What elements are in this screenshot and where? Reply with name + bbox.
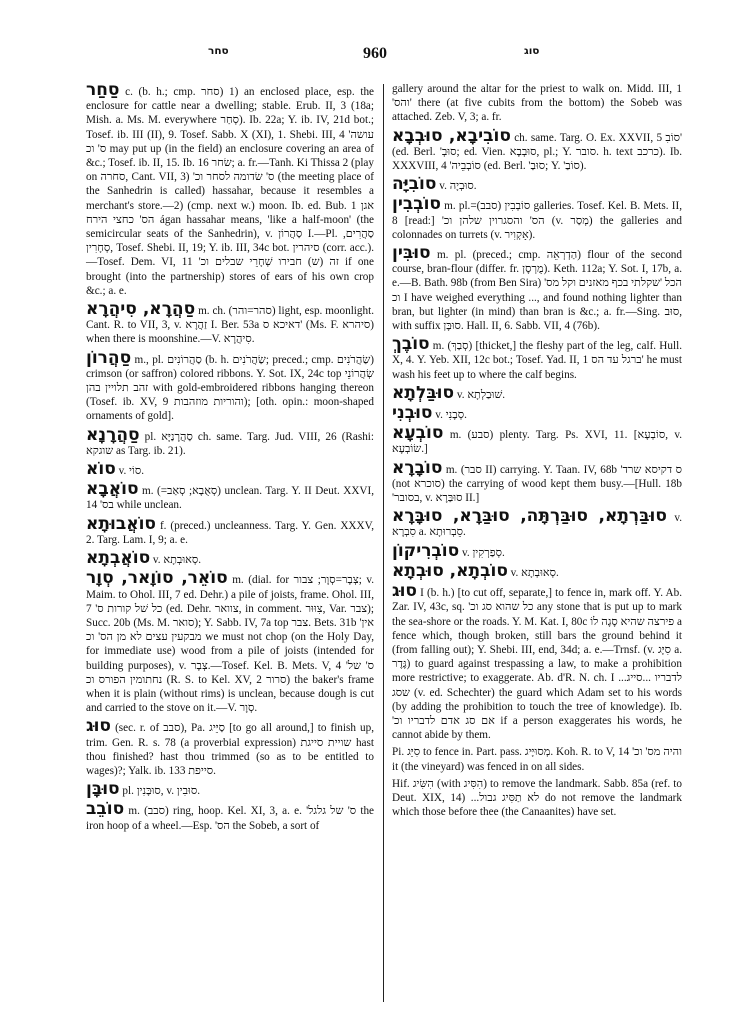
entry-headword: סוֹבִיבָא, סוּבְבָא [392,125,511,146]
page-header [0,45,750,69]
entry-text: m. (סבר II) carrying. Y. Taan. IV, 68b 'ס דקיסא שרד (not סוכרא) the carrying of wood kept them busy.—[Hull. 18b 'בסובר, v. סוּבַּרָא II.] [392,463,683,505]
entry-text: v. סוֹי. [118,465,145,478]
page-number: 960 [363,45,387,62]
entry-text: m. ch. (סהר=והר) light, esp. moonlight. Cant. R. to VII, 3, v. זַהֲרָא I. Ber. 53a דאיכא ס' (Ms. F. סיהרא) when there is moonshine.—V. סִיהֲרָא. [86,305,375,346]
entry-headword: סוּבָּן [86,779,120,800]
dictionary-entry [392,745,682,773]
entry-headword: סוֹאֲבְתָא [86,548,151,569]
entry-text: m. (dial. for צְבָר=סְוָר; צבור; v. Maim. to Ohol. III, 7 ed. Dehr.) a pile of joists, frame. Ohol. III, 7 'כל שׁל קורות ס (ed. Dehr. צוואר, in comment. צִוּוּר, Var. צבר); Succ. 20b (Ms. M. סואר); Y. Sabb. IV, 7a top צבר. Bets. 31b 'אין מבקעין עצים לא מן הס' וכ we must not chop (on the Holy Day, for immediate use) wood from a pile of joists (intended for building purposes), v. צְבָר.—Tosef. Kel. B. Mets. V, 4 'ס' של נחתומין הפורס וכ (R. S. to Kel. XV, 2 סרור) the baker's frame when it is plain (without rims) is unclean, because dough is cut and carried to the stove on it.—V. סְוָר. [86,574,374,715]
dictionary-entry [392,540,682,561]
entry-headword: סוֹבְתָא, סוּבְתָא [392,560,508,581]
entry-headword: סוֹבִיָּה [392,174,437,195]
entry-headword: סַהֲרָנָא [86,424,140,445]
entry-text: I (b. h.) [to cut off, separate,] to fence in, mark off. Y. Ab. Zar. IV, 43c, sq. 'כל שהוא סג וכ any stone that is put up to mark the sea-shore or the roads. Y. M. Kat. I, 80c פירצה שהיא סָגָה לוֹ a fence which, though broken, still bars the ground behind it (from falling out); Y. Shebi. III, end, 34d; a. e.—Trnsf. (v. סִיָּג a. גֶּדֶר) to guard against trespassing a law, to make a prohibition more restrictive; to exaggerate. Ab. d'R. N. ch. I ...לדבריו ...סייג שסג (v. ed. Schechter) the guard which Adam set to his words (by adding the prohibition to touch the tree of knowledge). Ib. 'אם סג אדם לדבריו וכ if a person exaggerates his words, he cannot abide by them. [392,587,683,742]
dictionary-entry [392,425,682,456]
dictionary-entry [86,82,374,298]
dictionary-entry [392,560,682,581]
entry-headword: סוּבַּרְתָא, סוּבַּרְתָּה, סוּבַּרָא, סוּבָּרָא [392,506,667,527]
entry-headword: סַהֲרוֹן [86,347,132,368]
entry-text: m. pl. (preced.; cmp. הַדְרְאֵה) flour of the second course, bran-flour (differ. fr. מֻרְסָן). Keth. 112a; Y. Sot. I, 17b, a. e.—B. Bath. 98b (from Ben Sira) הכל 'שקלתי בכף מאזנים וקל מס' וכ I have weighed everything ..., and found nothing lighter than bran, but lighter (in mind) than bran is &c.; a. fr.—Sing. סוּב, with suffix סוּבָּן. Hall. II, 6. Sabb. VII, 4 (76b). [392,249,682,333]
entry-headword: סוֹבְעָא [392,423,444,444]
entry-headword: סוֹבֶךְ [392,334,430,355]
entry-text: gallery around the altar for the priest to walk on. Midd. III, 1 'והס' there (at five cubits from the bottom) the Sobeb was attached. Zeb. V, 3; a. fr. [392,83,682,124]
dictionary-entry [392,382,682,403]
dictionary-entry [392,176,682,193]
entry-headword: סוּבַּלְתָא [392,382,455,403]
dictionary-entry [392,508,682,539]
entry-text: m. (סבב) ring, hoop. Kel. XI, 3, a. e. 'ס' של גלגל the iron hoop of a wheel.—Esp. 'הס the Sobeb, a sort of [86,805,375,832]
left-column [86,82,374,836]
entry-text: Hif. הִשִּׂיג (with הִסִּיג) to remove the landmark. Sabb. 85a (ref. to Deut. XIX, 14) ...לא תַסִּיג גבול do not remove the landmark which those before thee (the Canaanites) have set. [392,777,682,819]
entry-headword: סוּג [86,716,111,737]
right-column [392,82,682,822]
entry-headword: סוֹבְבִין [392,194,441,215]
entry-headword: סוֹאֵר, סוֹוָאר, סְוָר [86,568,228,589]
dictionary-entry [86,461,374,478]
entry-text: v. סְאוּבְתָא. [510,566,559,579]
dictionary-entry [392,777,682,820]
entry-text: m. (=סְאֻבָא; סְאַב) unclean. Targ. Y. II Deut. XXVI, 14 'בס while unclean. [86,485,374,512]
dictionary-entry [86,424,375,458]
dictionary-entry [392,125,683,174]
dictionary-entry [392,82,682,125]
entry-text: v. סִבְרָא a. סֵבְרוּתָא. [392,512,683,539]
entry-headword: סוּג [392,581,417,602]
entry-text: v. סוּבְיָה. [439,180,477,193]
entry-headword: סוּבְנִי [392,403,433,424]
entry-text: v. שׁוּבַלְתָא. [456,388,506,401]
entry-headword: סוֹבָרָא [392,457,443,478]
entry-text: f. (preced.) uncleanness. Targ. Y. Gen. XXXV, 2. Targ. Lam. I, 9; a. e. [86,519,375,546]
entry-text: c. (b. h.; cmp. סחר) 1) an enclosed place, esp. the enclosure for cattle near a dwelling; stable. Erub. II, 3 (18a; Mish. a. Ms. M. everywhere סְחַר). Ib. 22a; Y. ib. IV, 21d bot.; Tosef. ib. III (II), 9. Tosef. Sabb. X (XI), 1. Shebi. III, 4 'עושה ס' וכ may put up (in the field) an enclosure covering an area of &c.; Tosef. ib. II, 15. Ib. 16 שׂחר; a. fr.—Tanh. Ki Thissa 2 (play on סחרה, Cant. VII, 3) 'ס' שׂדומה לסחר וכ (the meeting place of the Sanhedrin is called) hassahar, because it resembles a merchant's store.—2) (cmp. next w.) moon. Ib. ed. Bub. 1 אגן הס' כחצי הירח ágan hassahar means, 'like a half-moon' (the semicircular seats of the Sanhedrin), v. סַהֲרוֹן I.—Pl. סַהֲרִים, סְחָרִין, Tosef. Shebi. II, 19; Y. ib. III, 34c bot. סיהרין (corr. acc.).—Tosef. Dem. VI, 11 'זה (ש) חבירו שְׁחָרֵי שבלים וכ if one brought (into the partnership) stores of ears of his own crop &c.; a. e. [86,86,375,297]
entry-text: v. סְאוּבְתָא. [152,554,202,567]
column-divider [383,84,384,1002]
dictionary-entry [86,347,375,424]
entry-text: v. סְפַרְקִין. [461,546,505,559]
running-head-right: סוג [524,45,540,57]
entry-headword: סוֹאֲבוּתָא [86,513,156,534]
entry-headword: סוֹאֲבָא [86,479,139,500]
dictionary-entry [392,196,682,242]
entry-text: (sec. r. of סבב), Pa. סַיֵּיג [to go all around,] to finish up, trim. Gen. R. s. 78 (a proverbial expression) שויית סייגת hast thou finished? hast thou trimmed (so as to be entitled to wages)?; Yalk. ib. 133 סייפת. [86,722,374,777]
entry-text: pl. סַהֲרָנַיָּא ch. same. Targ. Jud. VIII, 26 (Rashi: שוגקא as Targ. ib. 21). [86,430,375,457]
dictionary-entry [392,583,682,742]
running-head-left: סחר [208,45,229,57]
entry-text: pl. סוּבָּנִין, v. סוּבִין. [122,785,200,798]
dictionary-entry [392,336,682,382]
entry-headword: סוֹא [86,459,116,480]
dictionary-entry [86,570,374,715]
entry-text: ch. same. Targ. O. Ex. XXVII, 5 סוֹבִ' (ed. Berl. 'סוּבְ; ed. Vien. סוּבְבָא, pl.; Y. סובר. h. text כרכב). Ib. XXXVIII, 4 'סוֹבְבֵיה (ed. Berl. 'סוּבַ; Y. 'סוֹבַ). [392,131,683,173]
entry-headword: סוֹבֵב [86,799,125,820]
entry-text: Pi. סִיֵּג to fence in. Part. pass. מְסוּיָּיג. Koh. R. to V, 14 'והיה מס' וכ it (the vineyard) was fenced in on all sides. [392,746,682,773]
entry-headword: סוּבִּין [392,243,431,264]
entry-text: m., pl. סַהֲרוֹנִים (b. h. שַׂהֲרֹנִים; preced.; cmp. שַׂהֲרֹנִים) crimson (or saffron) colored ribbons. Y. Sot. IX, 24c top שְׂהֲרוֹנֵי זהב תלויין בהן with gold-embroidered ribbons hanging thereon (Tosef. ib. XV, 9 והוריות מוזהבות); [oth. opin.: moon-shaped ornaments of gold]. [86,353,375,423]
dictionary-entry [86,550,374,567]
entry-headword: סַחַר [86,80,120,100]
entry-text: m. pl.=סוֹבְבִין (סבב) galleries. Tosef. Kel. B. Mets. II, 8 [read:] 'הס' והסגרוין שלהן וכ (v. מְסַר) the galleries and colonnades on turrets (v. אָקְוִיר). [392,200,683,241]
entry-headword: סוֹבְרִיקוֹן [392,540,460,561]
dictionary-entry [392,457,683,506]
entry-headword: סַהֲרָא, סִיהֲרָא [86,299,196,320]
entry-text: m. (סְבַךְ) [thicket,] the fleshy part of the leg, calf. Hull. X, 4. Y. Yeb. XII, 12c bot.; Tosef. Yad. II, 1 ברגל עד הס' he must wash his feet up to where the calf begins. [392,340,683,381]
dictionary-entry [86,513,375,547]
dictionary-entry [86,718,374,778]
dictionary-entry [86,801,374,832]
dictionary-entry [86,481,374,512]
entry-text: v. סְבָנִי. [435,409,467,422]
entry-text: m. (סבע) plenty. Targ. Ps. XVI, 11. [סוֹבְעָא, v. שׂוֹבְעָא.] [392,429,683,456]
dictionary-entry [392,245,682,333]
dictionary-entry [86,301,374,347]
dictionary-entry [86,781,374,798]
dictionary-entry [392,405,682,422]
